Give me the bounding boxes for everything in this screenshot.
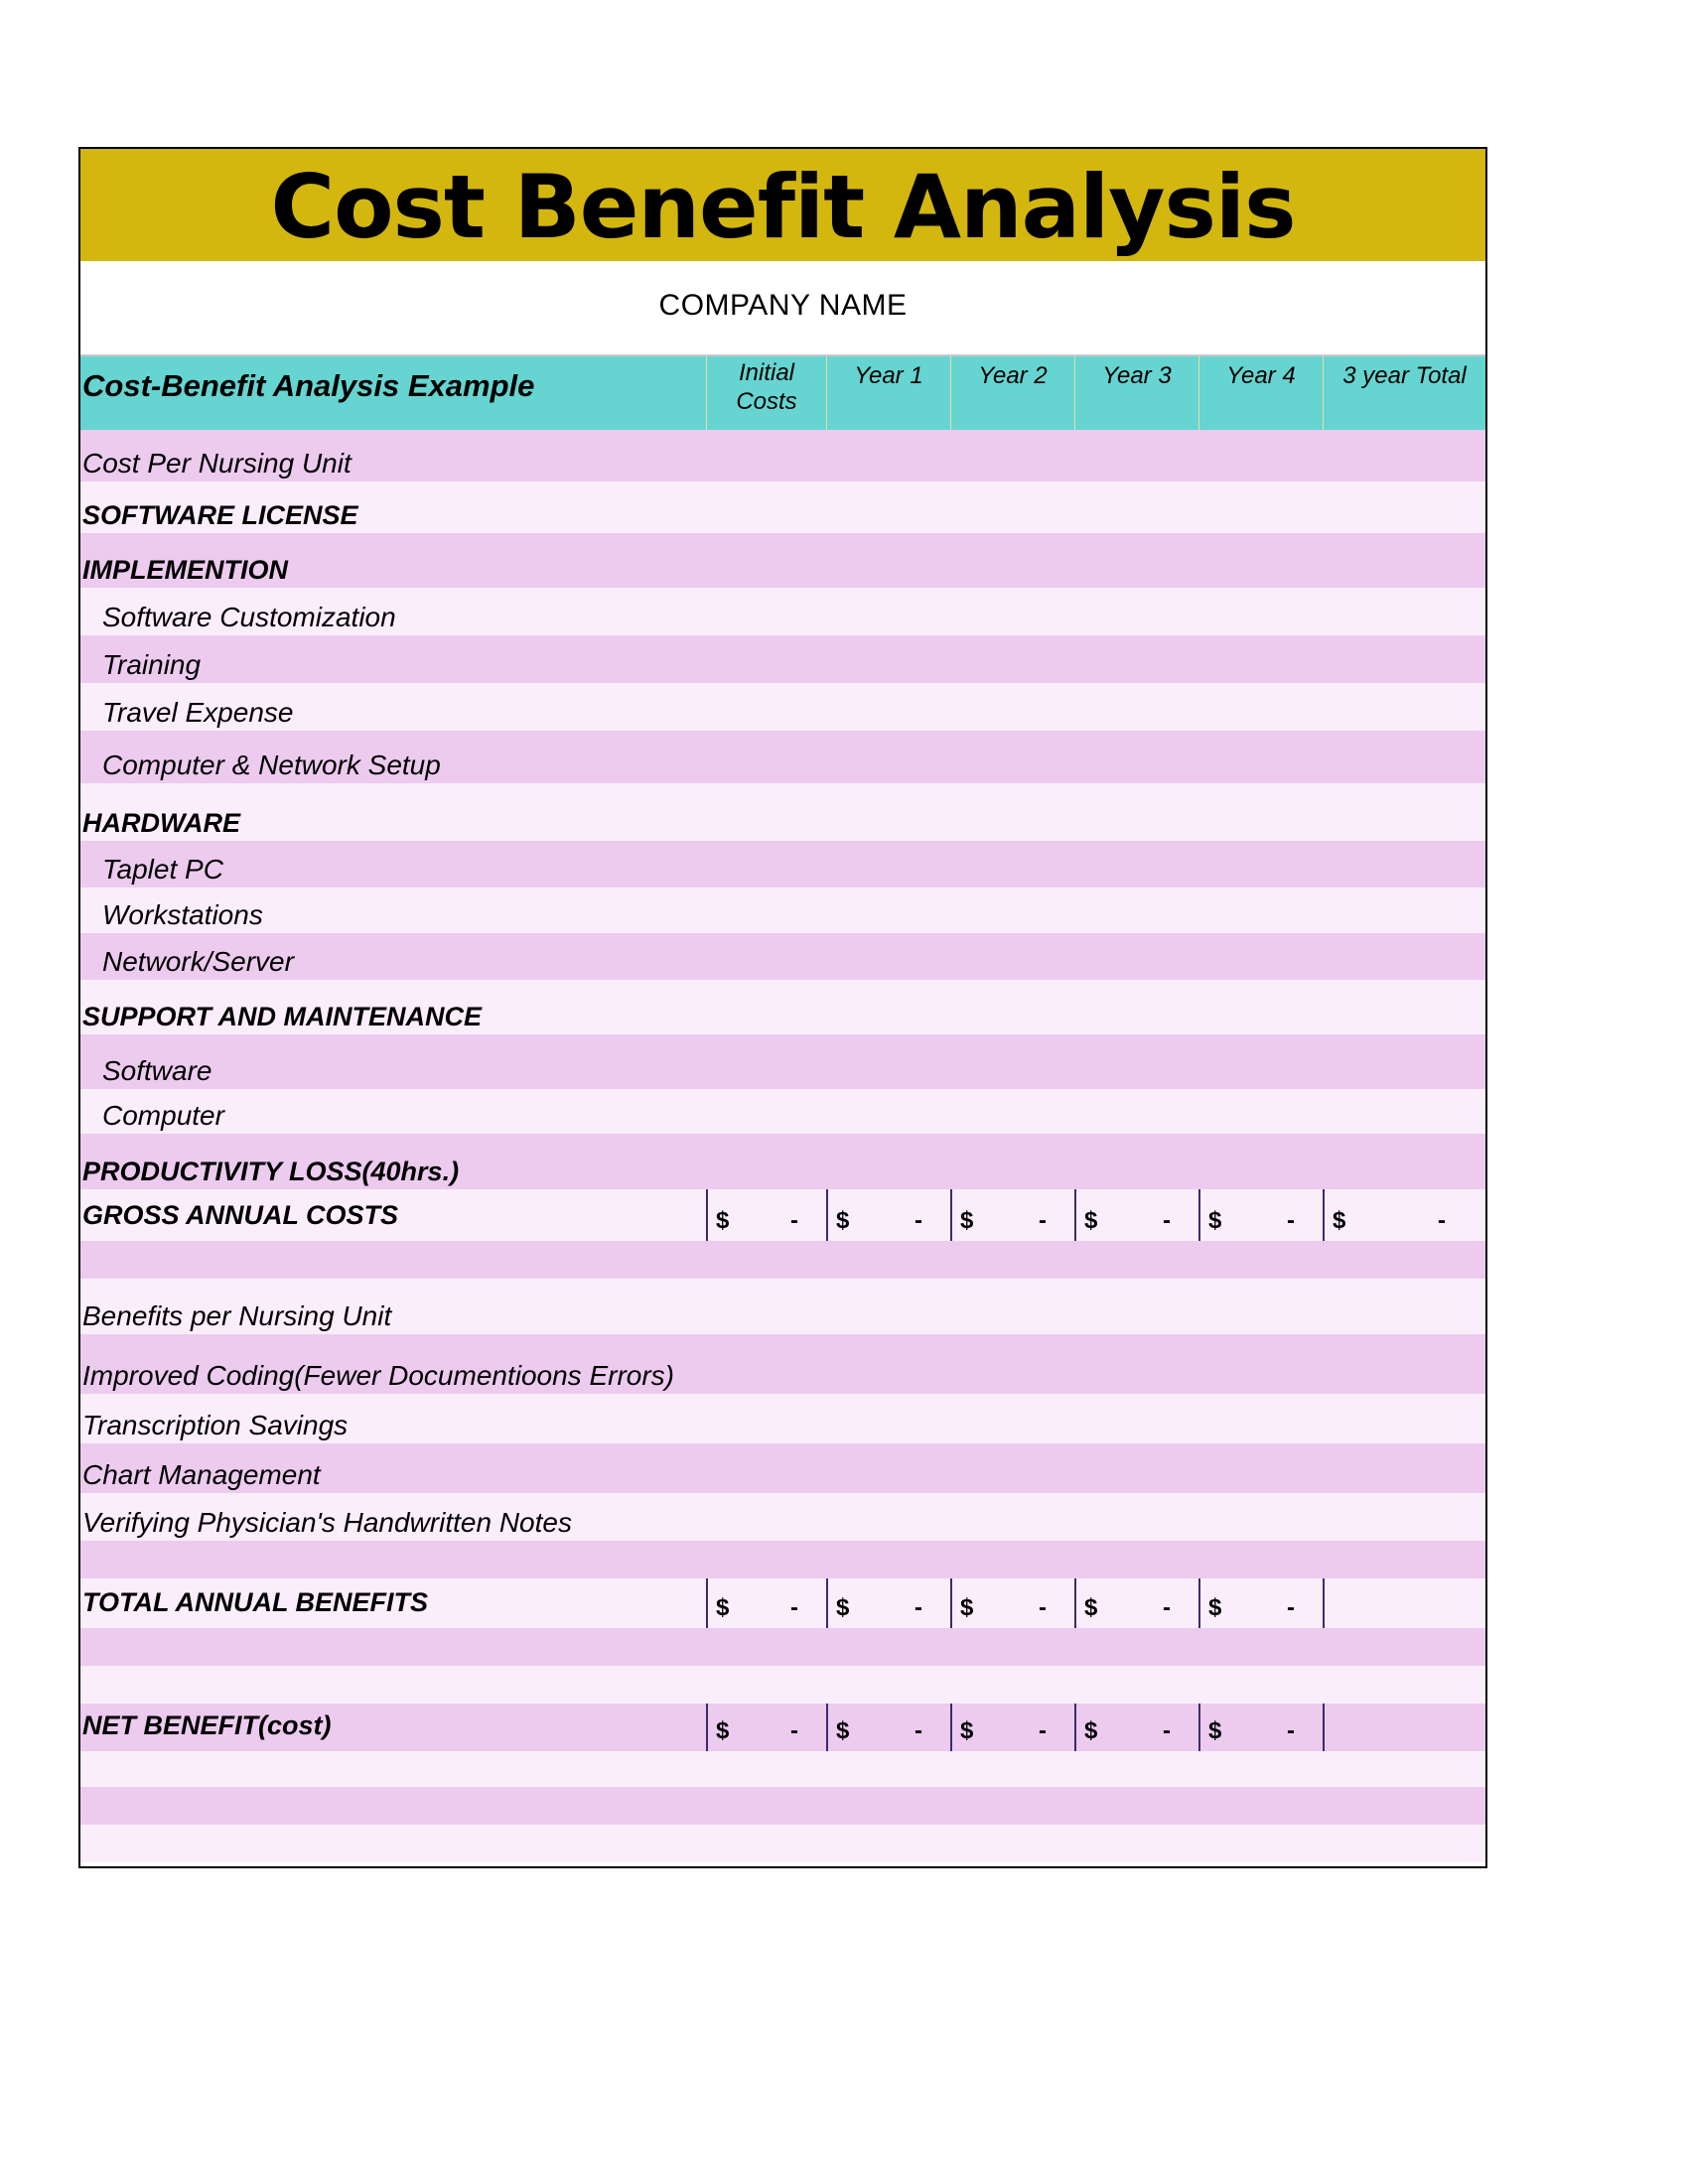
cell-value: - [790, 1717, 798, 1744]
value-cell[interactable] [1074, 1189, 1198, 1241]
table-row [80, 1493, 1485, 1541]
currency-symbol: $ [1208, 1207, 1222, 1234]
row-label: SOFTWARE LICENSE [82, 500, 358, 530]
table-row [80, 783, 1485, 841]
row-label: Benefits per Nursing Unit [82, 1300, 392, 1331]
value-cell[interactable] [950, 1704, 1074, 1751]
table-row [80, 1541, 1485, 1578]
value-cell[interactable] [826, 1578, 950, 1628]
currency-symbol: $ [836, 1594, 850, 1621]
currency-symbol: $ [716, 1717, 730, 1744]
value-cell[interactable] [706, 1704, 826, 1751]
cell-value: - [1287, 1717, 1295, 1744]
value-cell[interactable] [826, 1189, 950, 1241]
value-cell[interactable] [1323, 1578, 1485, 1628]
table-row [80, 588, 1485, 635]
value-cell[interactable] [1323, 1189, 1485, 1241]
row-label: Software Customization [102, 602, 396, 632]
cell-value: - [914, 1207, 922, 1234]
column-header-1: Initial Costs [706, 356, 826, 430]
table-row [80, 1134, 1485, 1189]
title-banner [80, 149, 1485, 261]
row-label: TOTAL ANNUAL BENEFITS [82, 1587, 429, 1617]
table-row [80, 1578, 1485, 1628]
currency-symbol: $ [1333, 1207, 1346, 1234]
value-cell[interactable] [1198, 1189, 1323, 1241]
row-label: PRODUCTIVITY LOSS(40hrs.) [82, 1157, 460, 1186]
table-row [80, 533, 1485, 588]
value-cell[interactable] [1323, 1704, 1485, 1751]
table-row [80, 933, 1485, 980]
cell-value: - [1287, 1594, 1295, 1621]
company-name-row [80, 261, 1485, 350]
currency-symbol: $ [836, 1207, 850, 1234]
column-header-6: 3 year Total [1323, 356, 1485, 430]
page-title: Cost Benefit Analysis [270, 155, 1296, 258]
row-label: Network/Server [102, 946, 294, 977]
value-cell[interactable] [1198, 1704, 1323, 1751]
cell-value: - [1163, 1207, 1171, 1234]
table-row [80, 1241, 1485, 1279]
row-label: IMPLEMENTION [82, 555, 288, 585]
row-label: Computer [102, 1100, 224, 1131]
table-row [80, 731, 1485, 783]
value-cell[interactable] [1074, 1578, 1198, 1628]
value-cell[interactable] [1198, 1578, 1323, 1628]
cell-value: - [1438, 1207, 1446, 1234]
row-label: HARDWARE [82, 808, 240, 838]
table-row [80, 980, 1485, 1034]
table-row [80, 841, 1485, 887]
value-cell[interactable] [950, 1578, 1074, 1628]
currency-symbol: $ [1208, 1717, 1222, 1744]
cell-value: - [1039, 1207, 1047, 1234]
value-cell[interactable] [1074, 1704, 1198, 1751]
row-label: Chart Management [82, 1459, 321, 1490]
currency-symbol: $ [836, 1717, 850, 1744]
currency-symbol: $ [716, 1594, 730, 1621]
cell-value: - [1287, 1207, 1295, 1234]
row-label: NET BENEFIT(cost) [82, 1710, 332, 1740]
currency-symbol: $ [1084, 1717, 1098, 1744]
cell-value: - [1039, 1717, 1047, 1744]
value-cell[interactable] [826, 1704, 950, 1751]
row-label: Transcription Savings [82, 1410, 349, 1440]
row-label: GROSS ANNUAL COSTS [82, 1200, 399, 1230]
cell-value: - [790, 1594, 798, 1621]
table-row [80, 481, 1485, 533]
table-heading: Cost-Benefit Analysis Example [82, 368, 535, 403]
cell-value: - [790, 1207, 798, 1234]
value-cell[interactable] [706, 1189, 826, 1241]
cell-value: - [1163, 1594, 1171, 1621]
table-row [80, 1443, 1485, 1493]
table-row [80, 1034, 1485, 1089]
cell-value: - [1163, 1717, 1171, 1744]
table-row [80, 1666, 1485, 1704]
value-cell[interactable] [706, 1578, 826, 1628]
row-label: Cost Per Nursing Unit [82, 448, 352, 478]
table-row [80, 1704, 1485, 1751]
row-label: Taplet PC [102, 854, 223, 885]
currency-symbol: $ [960, 1207, 974, 1234]
table-row [80, 1394, 1485, 1443]
row-label: Verifying Physician's Handwritten Notes [82, 1507, 572, 1538]
table-row [80, 1334, 1485, 1394]
table-row [80, 1189, 1485, 1241]
value-cell[interactable] [950, 1189, 1074, 1241]
currency-symbol: $ [1208, 1594, 1222, 1621]
table-row [80, 1787, 1485, 1825]
currency-symbol: $ [1084, 1594, 1098, 1621]
company-name[interactable]: COMPANY NAME [658, 289, 908, 322]
table-row [80, 635, 1485, 683]
cell-value: - [914, 1594, 922, 1621]
row-label: Travel Expense [102, 697, 294, 728]
cost-benefit-sheet [78, 147, 1487, 1868]
column-header-3: Year 2 [950, 356, 1074, 430]
table-row [80, 683, 1485, 731]
table-row [80, 1279, 1485, 1334]
currency-symbol: $ [1084, 1207, 1098, 1234]
table-row [80, 1751, 1485, 1787]
row-label: Training [102, 649, 202, 680]
currency-symbol: $ [716, 1207, 730, 1234]
column-header-row [80, 354, 1485, 430]
cell-value: - [914, 1717, 922, 1744]
table-row [80, 430, 1485, 481]
row-label: Software [102, 1055, 212, 1086]
row-label: Computer & Network Setup [102, 750, 441, 780]
row-label: Workstations [102, 899, 263, 930]
table-row [80, 1628, 1485, 1666]
column-header-5: Year 4 [1198, 356, 1323, 430]
table-row [80, 1089, 1485, 1134]
row-label: Improved Coding(Fewer Documentioons Errors) [82, 1360, 674, 1391]
table-row [80, 1825, 1485, 1862]
column-header-2: Year 1 [826, 356, 950, 430]
table-row [80, 887, 1485, 933]
cell-value: - [1039, 1594, 1047, 1621]
column-header-4: Year 3 [1074, 356, 1198, 430]
row-label: SUPPORT AND MAINTENANCE [82, 1002, 483, 1031]
currency-symbol: $ [960, 1594, 974, 1621]
currency-symbol: $ [960, 1717, 974, 1744]
